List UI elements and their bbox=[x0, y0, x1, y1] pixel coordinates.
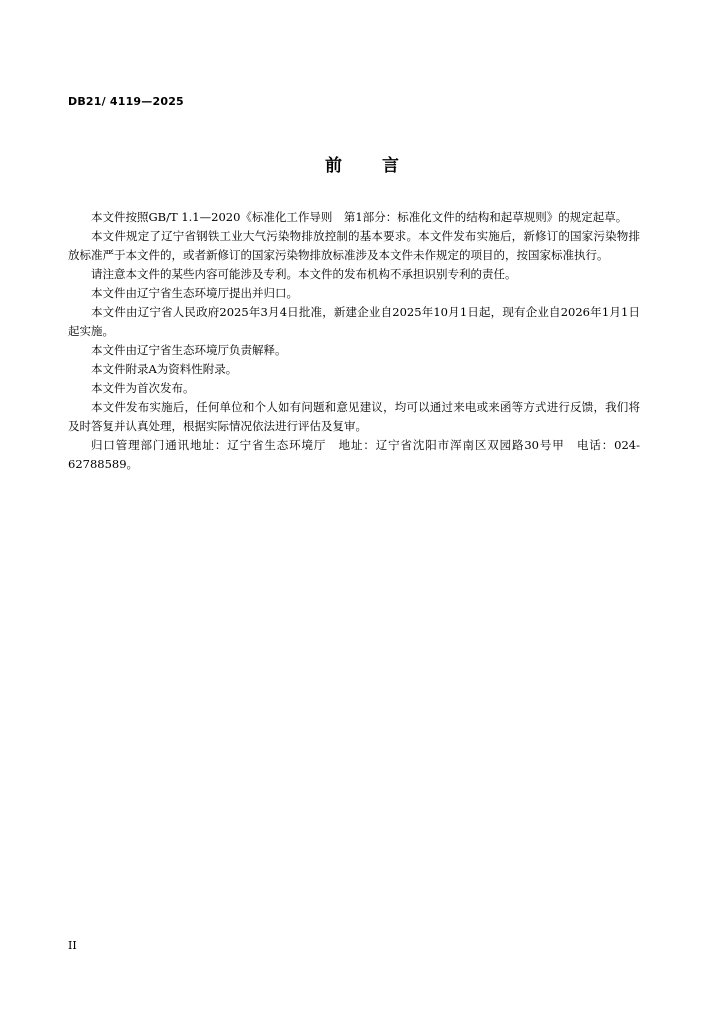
paragraph-interpretation: 本文件由辽宁省生态环境厅负责解释。 bbox=[91, 343, 287, 357]
paragraph-first-release: 本文件为首次发布。 bbox=[91, 381, 195, 395]
foreword-body bbox=[68, 208, 640, 474]
page-title: 前言 bbox=[325, 156, 439, 176]
paragraph-contact-address: 归口管理部门通讯地址：辽宁省生态环境厅 地址：辽宁省沈阳市浑南区双园路30号甲 电话：024-62788589。 bbox=[68, 438, 640, 471]
paragraph-scope: 本文件规定了辽宁省钢铁工业大气污染物排放控制的基本要求。本文件发布实施后，新修订的国家污染物排放标准严于本文件的，或者新修订的国家污染物排放标准涉及本文件未作规定的项目的，按国家标准执行。 bbox=[68, 229, 640, 262]
page-number: II bbox=[68, 939, 77, 952]
document-code: DB21/ 4119—2025 bbox=[68, 95, 184, 108]
paragraph-proposer: 本文件由辽宁省生态环境厅提出并归口。 bbox=[91, 286, 298, 300]
paragraph-appendix: 本文件附录A为资料性附录。 bbox=[91, 362, 238, 376]
paragraph-patent-notice: 请注意本文件的某些内容可能涉及专利。本文件的发布机构不承担识别专利的责任。 bbox=[91, 267, 517, 281]
paragraph-drafting-basis: 本文件按照GB/T 1.1—2020《标准化工作导则 第1部分：标准化文件的结构和起草规则》的规定起草。 bbox=[91, 210, 628, 224]
paragraph-approval: 本文件由辽宁省人民政府2025年3月4日批准，新建企业自2025年10月1日起，现有企业自2026年1月1日起实施。 bbox=[68, 305, 640, 338]
paragraph-feedback: 本文件发布实施后，任何单位和个人如有问题和意见建议，均可以通过来电或来函等方式进行反馈，我们将及时答复并认真处理，根据实际情况依法进行评估及复审。 bbox=[68, 400, 640, 433]
